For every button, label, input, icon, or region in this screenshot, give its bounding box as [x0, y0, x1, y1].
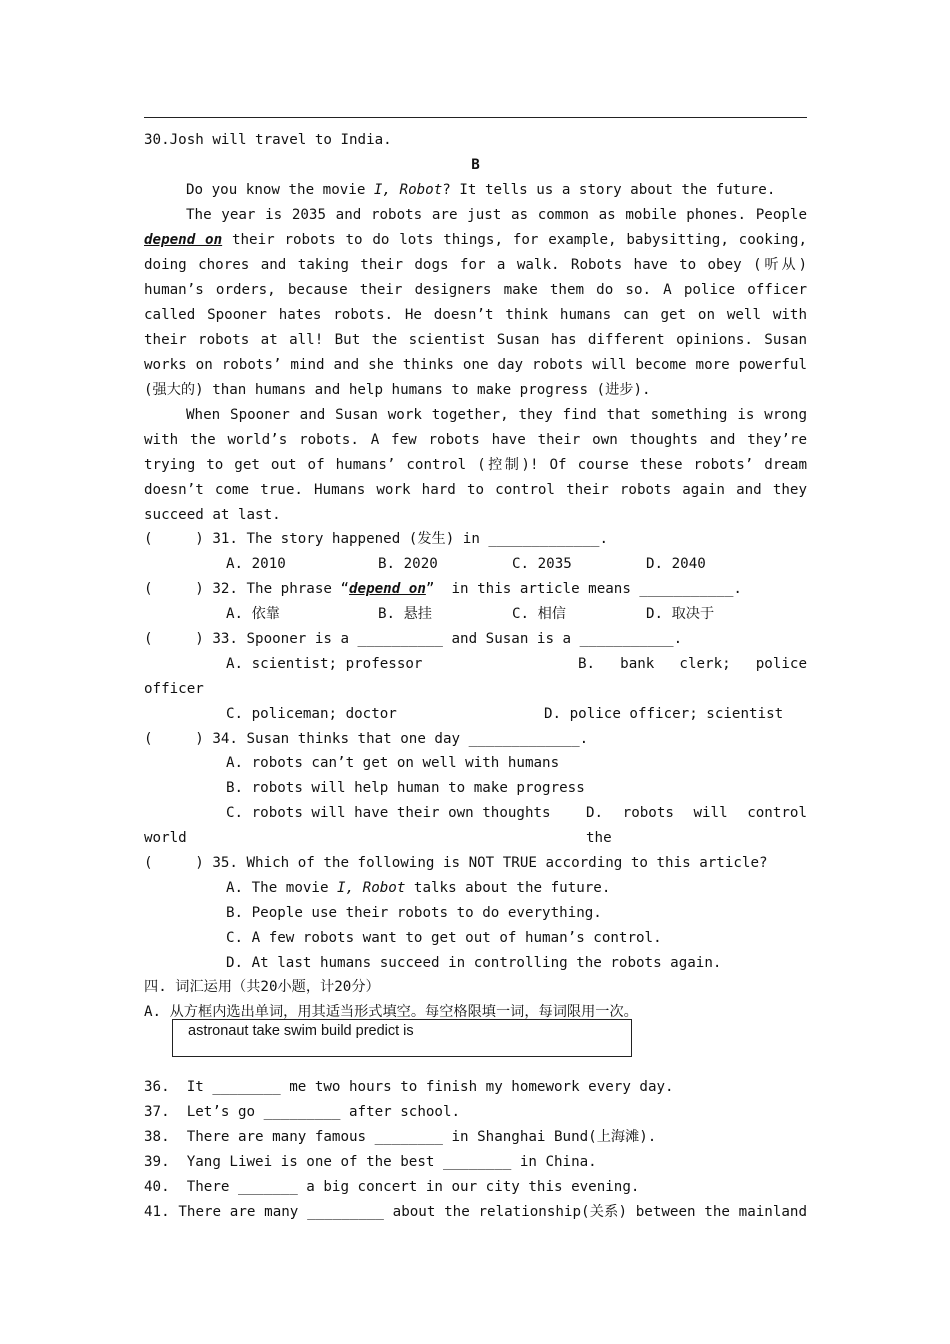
section-4a-instructions: A. 从方框内选出单词，用其适当形式填空。每空格限填一词，每词限用一次。 — [144, 1004, 638, 1020]
section-b-heading: B — [471, 157, 480, 173]
fill-question-37: 37. Let’s go _________ after school. — [144, 1104, 461, 1120]
question-31-stem: ( ) 31. The story happened (发生) in _____________. — [144, 531, 608, 547]
option-c: C. robots will have their own thoughts — [226, 805, 551, 821]
fill-question-41: 41. There are many _________ about the relationship(关系) between the mainland — [144, 1204, 807, 1220]
passage-line: trying to get out of humans’ control (控制)! Of course these robots’ dream — [144, 457, 807, 473]
option-c: C. 2035 — [512, 556, 572, 572]
header-rule — [144, 117, 807, 118]
option-a: A. The movie I, Robot talks about the future. — [226, 880, 611, 896]
passage-line: The year is 2035 and robots are just as common as mobile phones. People — [186, 207, 807, 223]
section-4-heading: 四. 词汇运用（共20小题，计20分） — [144, 979, 380, 995]
passage-line: When Spooner and Susan work together, they find that something is wrong — [186, 407, 807, 423]
fill-question-40: 40. There _______ a big concert in our city this evening. — [144, 1179, 640, 1195]
passage-line: (强大的) than humans and help humans to make progress (进步). — [144, 382, 651, 398]
passage-line: with the world’s robots. A few robots have their own thoughts and they’re — [144, 432, 807, 448]
fill-question-38: 38. There are many famous ________ in Shanghai Bund(上海滩). — [144, 1129, 657, 1145]
passage-line: human’s orders, because their designers make them do so. A police officer — [144, 282, 807, 298]
passage-line: their robots at all! But the scientist Susan has different opinions. Susan — [144, 332, 807, 348]
option-a: A. robots can’t get on well with humans — [226, 755, 560, 771]
question-33-stem: ( ) 33. Spooner is a __________ and Susan is a ___________. — [144, 631, 683, 647]
phrase-depend-on: depend on — [144, 232, 223, 248]
option-b: B. bank clerk; police — [578, 656, 807, 672]
question-34-stem: ( ) 34. Susan thinks that one day _____________. — [144, 731, 589, 747]
option-a: A. 依靠 — [226, 606, 280, 622]
passage-line: depend on their robots to do lots things, for example, babysitting, cooking, — [144, 232, 807, 248]
option-d: D. 2040 — [646, 556, 706, 572]
option-d: D. At last humans succeed in controlling the robots again. — [226, 955, 722, 971]
word-bank-text: astronaut take swim build predict is — [188, 1023, 414, 1039]
passage-line: succeed at last. — [144, 507, 281, 523]
option-c: C. A few robots want to get out of human’s control. — [226, 930, 662, 946]
question-30: 30.Josh will travel to India. — [144, 132, 392, 148]
option-a: A. scientist; professor — [226, 656, 423, 672]
question-33-option-b-wrap: officer — [144, 681, 204, 697]
option-d: D. police officer; scientist — [544, 706, 784, 722]
fill-question-39: 39. Yang Liwei is one of the best ________ in China. — [144, 1154, 597, 1170]
passage-line: called Spooner hates robots. He doesn’t think humans can get on well with — [144, 307, 807, 323]
fill-question-36: 36. It ________ me two hours to finish my homework every day. — [144, 1079, 674, 1095]
passage-line: works on robots’ mind and she thinks one day robots will become more powerful — [144, 357, 807, 373]
option-b: B. People use their robots to do everything. — [226, 905, 602, 921]
option-c: C. policeman; doctor — [226, 706, 397, 722]
option-b: B. 2020 — [378, 556, 438, 572]
option-c: C. 相信 — [512, 606, 566, 622]
option-d: D. 取决于 — [646, 606, 715, 622]
passage-line: doing chores and taking their dogs for a walk. Robots have to obey (听从) — [144, 257, 807, 273]
passage-paragraph-1: Do you know the movie I, Robot? It tells us a story about the future. — [186, 182, 776, 198]
option-b: B. robots will help human to make progress — [226, 780, 585, 796]
option-d: D. robots will control the — [586, 805, 807, 846]
option-b: B. 悬挂 — [378, 606, 432, 622]
question-32-stem: ( ) 32. The phrase “depend on” in this article means ___________. — [144, 581, 742, 597]
passage-line: doesn’t come true. Humans work hard to control their robots again and they — [144, 482, 807, 498]
option-a: A. 2010 — [226, 556, 286, 572]
question-34-option-d-wrap: world — [144, 830, 187, 846]
question-35-stem: ( ) 35. Which of the following is NOT TRUE according to this article? — [144, 855, 768, 871]
word-bank-box — [172, 1019, 632, 1057]
